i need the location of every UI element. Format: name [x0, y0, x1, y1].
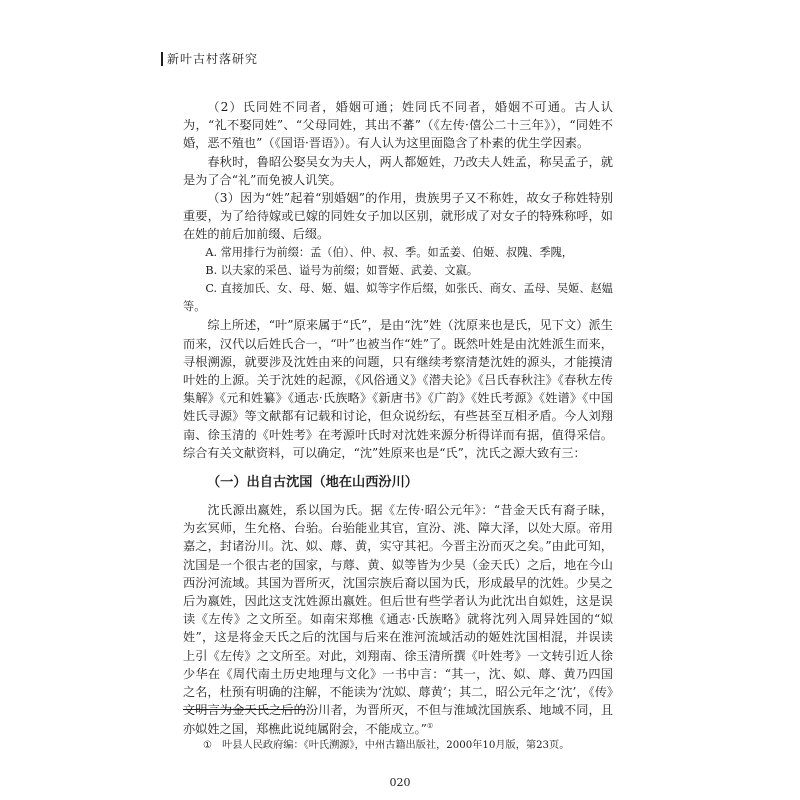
section-paragraph [183, 501, 613, 738]
paragraph: （3）因为“姓”起着“别婚姻”的作用，贵族男子又不称姓，故女子称姓特别重要，为了给待嫁或已嫁的同姓女子加以区别，就形成了对女子的特殊称呼，如在姓的前后加前缀、后缀。 [183, 191, 613, 242]
footnote-marker: ① [203, 740, 213, 751]
list-item: B. 以夫家的采邑、谥号为前缀；如晋姬、武姜、文嬴。 [205, 263, 479, 277]
page-number: 020 [389, 776, 411, 789]
body-text [183, 98, 613, 738]
running-header: 新叶古村落研究 [161, 52, 258, 66]
list-item: C. 直接加氏、女、母、姬、媪、姒等字作后缀，如张氏、商女、孟母、吴姬、赵媪等。 [183, 282, 613, 314]
footnote-text: 叶县人民政府编：《叶氏溯源》，中州古籍出版社，2000年10月版，第23页。 [222, 740, 570, 751]
paragraph: （2）氏同姓不同者，婚姻可通；姓同氏不同者，婚姻不可通。古人认为，“礼不娶同姓”、“父母同姓，其出不蕃”（《左传·僖公二十三年》），“同姓不婚，恶不殖也”（《国语·晋语》）。有人认为这里面隐含了朴素的优生学因素。 [183, 100, 613, 151]
footnote [203, 739, 569, 753]
paragraph: 综上所述，“叶”原来属于“氏”，是由“沈”姓（沈原来也是氏，见下文）派生而来，汉代以后姓氏合一，“叶”也被当作“姓”了。既然叶姓是由沈姓派生而来，寻根溯源，就要涉及沈姓由来的问题，只有继续考察清楚沈姓的源头，才能摸清叶姓的上源。关于沈姓的起源，《风俗通义》《潜夫论》《吕氏春秋注》《春秋左传集解》《元和姓纂》《通志·氏族略》《新唐书》《广韵》《姓氏考源》《姓谱》《中国姓氏寻源》等文献都有记载和讨论，但众说纷纭，有些甚至互相矛盾。今人刘翔南、徐玉清的《叶姓考》在考源叶氏时对沈姓来源分析得详而有据，值得采信。综合有关文献资料，可以确定，“沈”姓原来也是“氏”，沈氏之源大致有三： [183, 318, 613, 460]
footnote-divider [183, 709, 306, 710]
list-item: A. 常用排行为前缀：孟（伯）、仲、叔、季。如孟姜、伯姬、叔隗、季隗， [205, 245, 573, 259]
paragraph: 春秋时，鲁昭公娶吴女为夫人，两人都姬姓，乃改夫人姓孟，称吴孟子，就是为了合“礼”而免被人讥笑。 [183, 154, 613, 187]
footnote-reference[interactable]: ① [426, 721, 434, 730]
section-heading: （一）出自古沈国（地在山西汾川） [207, 475, 418, 491]
section-paragraph-text: 沈氏源出嬴姓，系以国为氏。据《左传·昭公元年》：“昔金天氏有裔子昧，为玄冥师，生允格、台骀。台骀能业其官，宣汾、洮、障大泽，以处大原。帝用嘉之，封诸汾川。沈、姒、蓐、黄，实守其祀。今晋主汾而灭之矣。”由此可知，沈国是一个很古老的国家，与蓐、黄、姒等皆为少昊（金天氏）之后，地在今山西汾河流域。其国为晋所灭，沈国宗族后裔以国为氏，形成最早的沈姓。少昊之后为嬴姓，因此这支沈姓源出嬴姓。但后世有些学者认为此沈出自姒姓，这是误读《左传》之文所至。如南宋郑樵《通志·氏族略》就将沈列入周异姓国的“姒姓”，这是将金天氏之后的沈国与后来在淮河流域活动的姬姓沈国相混，并误读上引《左传》之文所至。对此，刘翔南、徐玉清所撰《叶姓考》一文转引近人徐少华在《周代南土历史地理与文化》一书中言：“其一，沈、姒、蓐、黄乃四国之名，杜预有明确的注解，不能读为‘沈姒、蓐黄’；其二，昭公元年之‘沈’，《传》文明言为金天氏之后的汾川者，为晋所灭，不但与淮域沈国族系、地域不同，且亦姒姓之国，郑樵此说纯属附会，不能成立。” [183, 503, 613, 736]
